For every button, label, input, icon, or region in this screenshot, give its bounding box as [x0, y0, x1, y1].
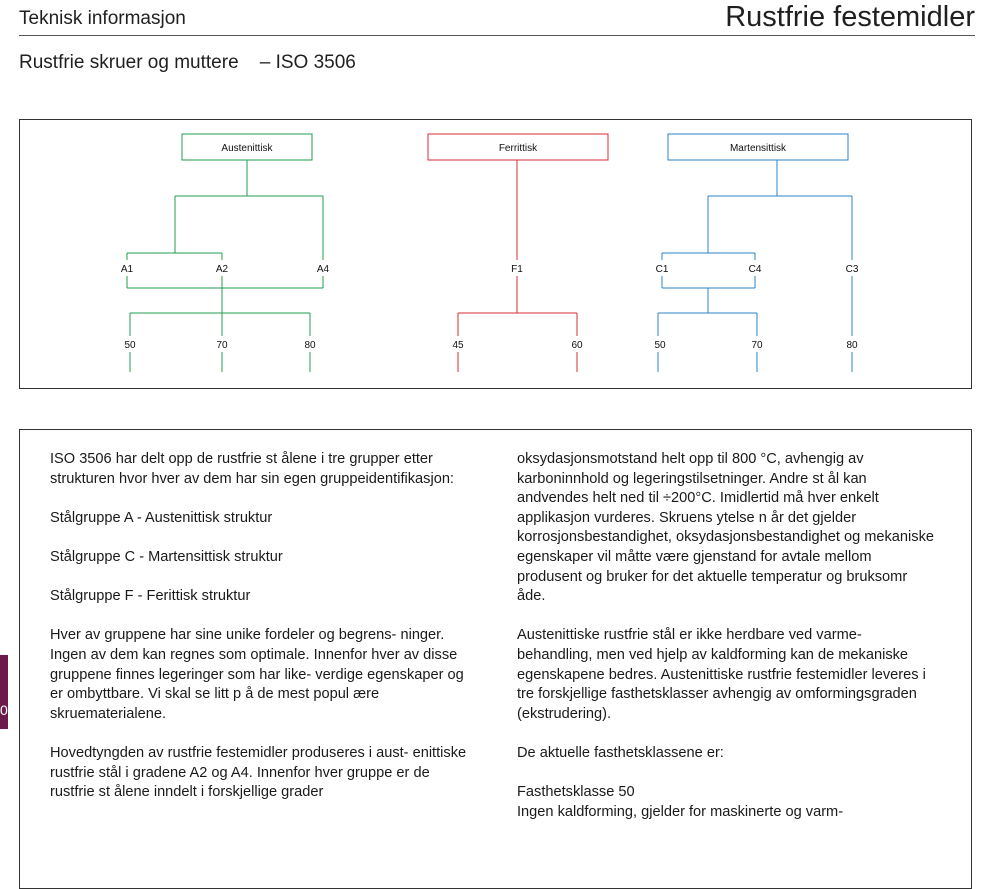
- section-label: Teknisk informasjon: [19, 8, 186, 29]
- grade-label-c1: C1: [655, 264, 669, 275]
- ferritic-tree: [428, 134, 608, 372]
- class-label-c-70: 70: [751, 340, 763, 351]
- grade-label-a1: A1: [120, 264, 134, 275]
- diagram-svg: [20, 120, 973, 390]
- page-title: Rustfrie festemidler: [725, 1, 975, 33]
- paragraph: Stålgruppe A - Austenittisk struktur: [50, 509, 273, 526]
- ferritic-label: Ferrittisk: [498, 143, 538, 154]
- header-divider: [19, 35, 975, 36]
- side-tab-digit: 0: [0, 702, 8, 718]
- martensitic-label: Martensittisk: [729, 143, 787, 154]
- austenitic-label: Austenittisk: [221, 143, 273, 154]
- martensitic-tree: [655, 134, 852, 372]
- grade-label-c3: C3: [845, 264, 859, 275]
- paragraph: Ingen kaldforming, gjelder for maskinerte og varm-: [517, 803, 844, 820]
- paragraph: Fasthetsklasse 50: [517, 784, 635, 801]
- class-label-f-45: 45: [452, 340, 464, 351]
- paragraph: Stålgruppe C - Martensittisk struktur: [50, 548, 283, 565]
- paragraph: Stålgruppe F - Ferittisk struktur: [50, 588, 251, 605]
- text-frame: [19, 429, 972, 889]
- grade-label-a2: A2: [215, 264, 229, 275]
- class-label-c-80: 80: [846, 340, 858, 351]
- steel-group-diagram: [19, 119, 972, 389]
- grade-label-a4: A4: [316, 264, 330, 275]
- paragraph: Hovedtyngden av rustfrie festemidler produseres i aust- enittiske rustfrie stål i gradene A2 og A4. Innenfor hver gruppe er de rustfrie st ålene inndelt i forskjellige grader: [50, 744, 467, 801]
- right-text-column: [517, 450, 935, 842]
- grade-label-c4: C4: [748, 264, 762, 275]
- page-subtitle: Rustfrie skruer og muttere – ISO 3506: [19, 52, 356, 73]
- left-text-column: [50, 450, 468, 822]
- class-label-a-50: 50: [124, 340, 136, 351]
- paragraph: Hver av gruppene har sine unike fordeler og begrens- ninger. Ingen av dem kan regnes som optimale. Innenfor hver av disse gruppene finnes legeringer som har like- verdige egenskaper og er ombyttbare. Vi skal se litt p å de mest popul ære skruematerialene.: [50, 627, 464, 722]
- class-label-c-50: 50: [654, 340, 666, 351]
- class-label-a-80: 80: [304, 340, 316, 351]
- austenitic-tree: [127, 134, 323, 372]
- paragraph: De aktuelle fasthetsklassene er:: [517, 744, 724, 761]
- class-label-f-60: 60: [571, 340, 583, 351]
- paragraph: oksydasjonsmotstand helt opp til 800 °C, avhengig av karboninnhold og legeringstilsetninger. Andre st ål kan andvendes helt ned til ÷200°C. Imidlertid må hver enkelt applikasjon vurderes. Skruens ytelse n år det gjelder korrosjonsbestandighet, oksydasjonsbestandighet og mekaniske egenskaper vil måtte være gjenstand for avtale mellom produsent og bruker for det aktuelle temperatur og bruksomr åde.: [517, 451, 934, 605]
- class-label-a-70: 70: [216, 340, 228, 351]
- grade-label-f1: F1: [511, 264, 523, 275]
- paragraph: Austenittiske rustfrie stål er ikke herdbare ved varme- behandling, men ved hjelp av kaldforming kan de mekaniske egenskapene bedres. Austenittiske rustfrie festemidler leveres i tre forskjellige fasthetsklasser avhengig av omformingsgraden (ekstrudering).: [517, 627, 926, 722]
- paragraph: ISO 3506 har delt opp de rustfrie st ålene i tre grupper etter strukturen hvor hver av dem har sin egen gruppeidentifikasjon:: [50, 451, 454, 487]
